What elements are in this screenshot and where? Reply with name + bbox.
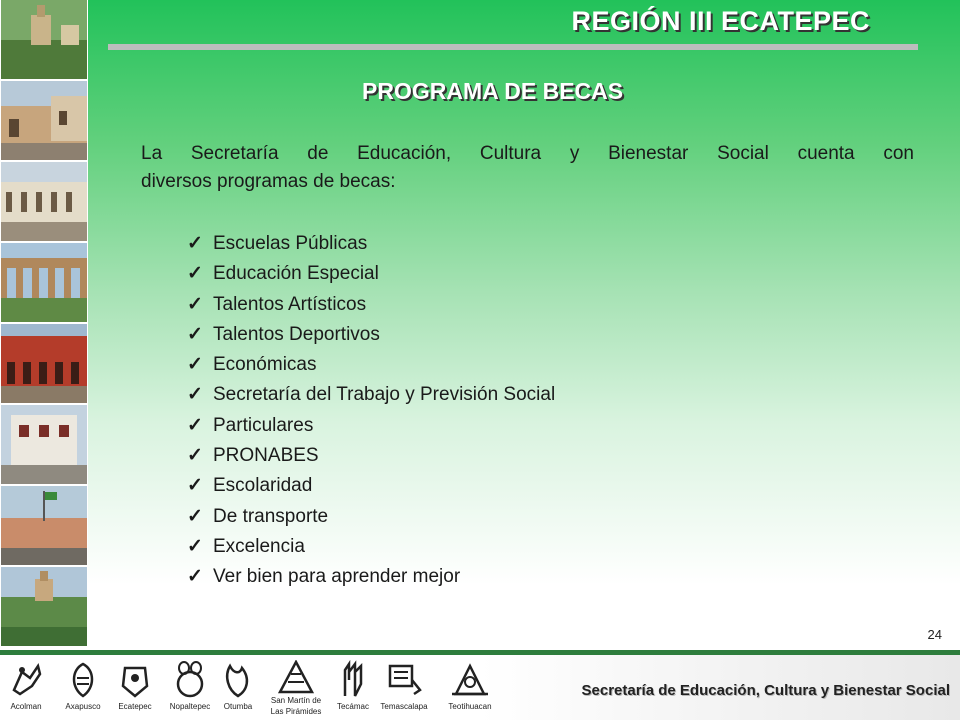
check-icon: ✓ — [187, 323, 203, 345]
secretariat-name: Secretaría de Educación, Cultura y Bienestar Social — [581, 682, 950, 699]
intro-line-2: diversos programas de becas: — [141, 171, 396, 192]
region-title: REGIÓN III ECATEPEC — [571, 6, 870, 36]
list-item: ✓ De transporte — [187, 502, 555, 532]
photo-strip — [0, 0, 88, 650]
municipality-axapusco: Axapusco — [58, 660, 108, 711]
photo-colonial-street — [1, 81, 87, 160]
pyramid-glyph-icon — [278, 660, 314, 694]
check-icon: ✓ — [187, 384, 203, 406]
teotihuacan-glyph-icon — [448, 660, 492, 700]
acolman-glyph-icon — [8, 660, 44, 700]
list-item: ✓ Talentos Deportivos — [187, 320, 555, 350]
intro-line-1: La Secretaría de Educación, Cultura y Bienestar Social cuenta con — [141, 143, 914, 164]
municipality-otumba: Otumba — [218, 660, 258, 711]
municipality-temascalapa: Temascalapa — [376, 660, 432, 711]
check-icon: ✓ — [187, 505, 203, 527]
check-icon: ✓ — [187, 414, 203, 436]
program-title: PROGRAMA DE BECAS — [362, 78, 624, 104]
municipality-teotihuacan: Teotihuacan — [438, 660, 502, 711]
check-icon: ✓ — [187, 535, 203, 557]
list-item: ✓ Escuelas Públicas — [187, 229, 555, 259]
title-divider — [108, 44, 918, 50]
photo-plaza-flag — [1, 486, 87, 565]
photo-garden-church — [1, 567, 87, 646]
nopaltepec-glyph-icon — [172, 660, 208, 700]
check-icon: ✓ — [187, 293, 203, 315]
municipality-ecatepec: Ecatepec — [110, 660, 160, 711]
municipality-san-martin: San Martín de Las Pirámides — [258, 660, 334, 716]
temascalapa-glyph-icon — [384, 660, 424, 700]
check-icon: ✓ — [187, 263, 203, 285]
list-item: ✓ Educación Especial — [187, 259, 555, 289]
page-number: 24 — [927, 627, 942, 642]
photo-aqueduct — [1, 243, 87, 322]
check-icon: ✓ — [187, 566, 203, 588]
check-icon: ✓ — [187, 445, 203, 467]
municipality-acolman: Acolman — [4, 660, 48, 711]
list-item: ✓ Secretaría del Trabajo y Previsión Social — [187, 380, 555, 410]
photo-garden-town — [1, 0, 87, 79]
list-item: ✓ Económicas — [187, 350, 555, 380]
photo-municipal-palace — [1, 162, 87, 241]
municipality-nopaltepec: Nopaltepec — [162, 660, 218, 711]
otumba-glyph-icon — [220, 660, 256, 700]
photo-white-building — [1, 405, 87, 484]
list-item: ✓ Ver bien para aprender mejor — [187, 562, 555, 592]
check-icon: ✓ — [187, 233, 203, 254]
list-item: ✓ Particulares — [187, 411, 555, 441]
hand-glyph-icon — [335, 660, 371, 700]
intro-paragraph — [141, 140, 914, 196]
ecatepec-glyph-icon — [117, 660, 153, 700]
list-item: ✓ Talentos Artísticos — [187, 290, 555, 320]
check-icon: ✓ — [187, 354, 203, 376]
photo-red-arcade — [1, 324, 87, 403]
list-item: ✓ PRONABES — [187, 441, 555, 471]
scholarship-list — [187, 229, 555, 593]
list-item: ✓ Escolaridad — [187, 471, 555, 501]
list-item: ✓ Excelencia — [187, 532, 555, 562]
municipality-tecamac: Tecámac — [332, 660, 374, 711]
axapusco-glyph-icon — [65, 660, 101, 700]
check-icon: ✓ — [187, 475, 203, 497]
